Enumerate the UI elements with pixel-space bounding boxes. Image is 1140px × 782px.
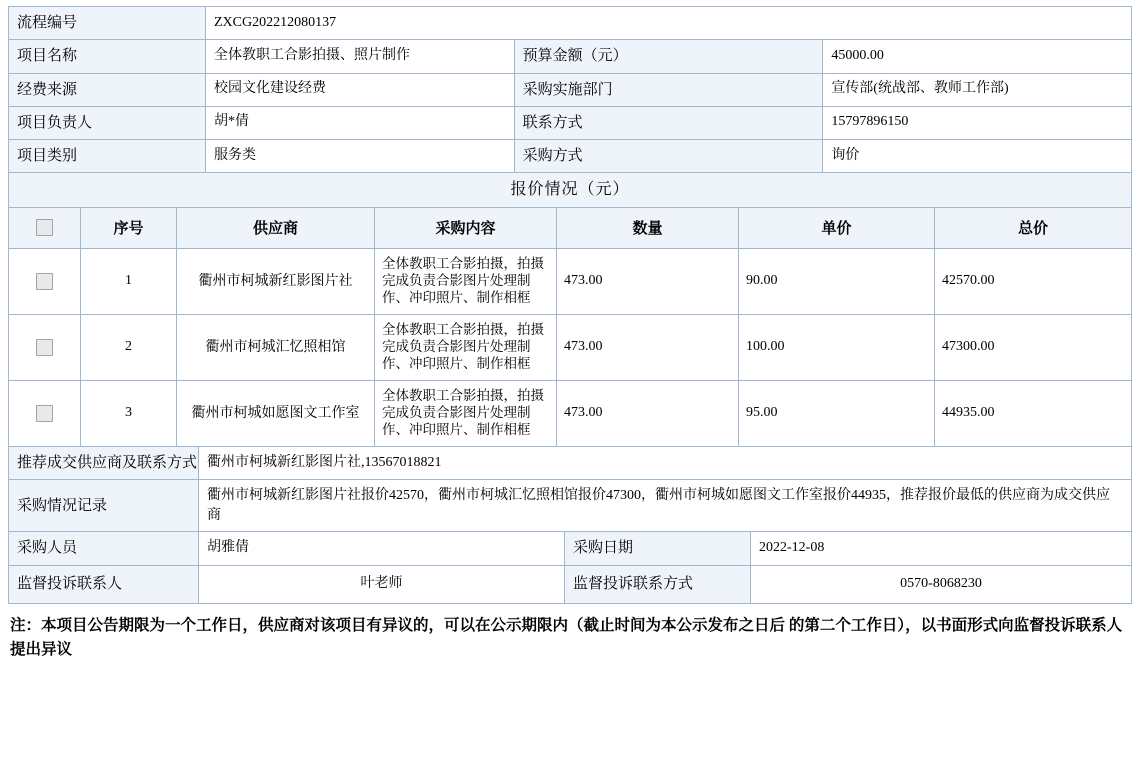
- info-table: [8, 6, 1132, 208]
- table-row-category: [9, 140, 1132, 173]
- date-label: 采购日期: [565, 532, 751, 565]
- col-content: 采购内容: [375, 207, 557, 248]
- row-index: 1: [81, 248, 177, 314]
- table-row-flow-no: [9, 7, 1132, 40]
- flow-no-value: ZXCG202212080137: [206, 7, 1132, 40]
- project-name-label: 项目名称: [9, 40, 206, 73]
- row-total-price: 44935.00: [935, 380, 1132, 446]
- table-row-recommend: [9, 446, 1132, 479]
- quote-section-title: 报价情况（元）: [9, 173, 1132, 208]
- col-total-price: 总价: [935, 207, 1132, 248]
- supervisor-label: 监督投诉联系人: [9, 565, 199, 603]
- record-value: 衢州市柯城新红影图片社报价42570，衢州市柯城汇忆照相馆报价47300，衢州市柯城如愿图文工作室报价44935，推荐报价最低的供应商为成交供应商: [199, 480, 1132, 532]
- table-row: [9, 248, 1132, 314]
- table-row-funding: [9, 73, 1132, 106]
- select-all-checkbox[interactable]: [36, 219, 53, 236]
- record-label: 采购情况记录: [9, 480, 199, 532]
- row-quantity: 473.00: [557, 248, 739, 314]
- row-content: 全体教职工合影拍摄，拍摄完成负责合影图片处理制作、冲印照片、制作相框: [375, 380, 557, 446]
- col-quantity: 数量: [557, 207, 739, 248]
- contact-value: 15797896150: [823, 106, 1132, 139]
- row-checkbox[interactable]: [36, 339, 53, 356]
- footer-table: [8, 446, 1132, 604]
- row-checkbox[interactable]: [36, 405, 53, 422]
- funding-label: 经费来源: [9, 73, 206, 106]
- table-row-owner: [9, 106, 1132, 139]
- table-row-supervisor: [9, 565, 1132, 603]
- row-supplier: 衢州市柯城新红影图片社: [177, 248, 375, 314]
- dept-value: 宣传部(统战部、教师工作部): [823, 73, 1132, 106]
- project-name-value: 全体教职工合影拍摄、照片制作: [206, 40, 515, 73]
- method-label: 采购方式: [514, 140, 823, 173]
- budget-label: 预算金额（元）: [514, 40, 823, 73]
- contact-label: 联系方式: [514, 106, 823, 139]
- supervisor-contact-label: 监督投诉联系方式: [565, 565, 751, 603]
- row-total-price: 42570.00: [935, 248, 1132, 314]
- row-quantity: 473.00: [557, 314, 739, 380]
- row-content: 全体教职工合影拍摄，拍摄完成负责合影图片处理制作、冲印照片、制作相框: [375, 314, 557, 380]
- table-row-project-name: [9, 40, 1132, 73]
- quote-table: [8, 207, 1132, 447]
- row-total-price: 47300.00: [935, 314, 1132, 380]
- table-row-buyer: [9, 532, 1132, 565]
- funding-value: 校园文化建设经费: [206, 73, 515, 106]
- row-quantity: 473.00: [557, 380, 739, 446]
- method-value: 询价: [823, 140, 1132, 173]
- dept-label: 采购实施部门: [514, 73, 823, 106]
- table-row-record: [9, 480, 1132, 532]
- row-select-cell[interactable]: [9, 248, 81, 314]
- row-unit-price: 95.00: [739, 380, 935, 446]
- col-unit-price: 单价: [739, 207, 935, 248]
- row-select-cell[interactable]: [9, 380, 81, 446]
- row-unit-price: 100.00: [739, 314, 935, 380]
- flow-no-label: 流程编号: [9, 7, 206, 40]
- owner-label: 项目负责人: [9, 106, 206, 139]
- recommend-label: 推荐成交供应商及联系方式: [9, 446, 199, 479]
- category-label: 项目类别: [9, 140, 206, 173]
- footer-note: 注：本项目公告期限为一个工作日，供应商对该项目有异议的，可以在公示期限内（截止时间为本公示发布之日后 的第二个工作日），以书面形式向监督投诉联系人提出异议: [10, 616, 1123, 658]
- date-value: 2022-12-08: [751, 532, 1132, 565]
- recommend-value: 衢州市柯城新红影图片社,13567018821: [199, 446, 1132, 479]
- col-supplier: 供应商: [177, 207, 375, 248]
- col-select: [9, 207, 81, 248]
- table-row: [9, 314, 1132, 380]
- row-supplier: 衢州市柯城如愿图文工作室: [177, 380, 375, 446]
- row-unit-price: 90.00: [739, 248, 935, 314]
- budget-value: 45000.00: [823, 40, 1132, 73]
- row-select-cell[interactable]: [9, 314, 81, 380]
- owner-value: 胡*倩: [206, 106, 515, 139]
- row-checkbox[interactable]: [36, 273, 53, 290]
- col-index: 序号: [81, 207, 177, 248]
- row-supplier: 衢州市柯城汇忆照相馆: [177, 314, 375, 380]
- buyer-label: 采购人员: [9, 532, 199, 565]
- row-index: 3: [81, 380, 177, 446]
- quote-header-row: [9, 207, 1132, 248]
- supervisor-value: 叶老师: [199, 565, 565, 603]
- row-content: 全体教职工合影拍摄，拍摄完成负责合影图片处理制作、冲印照片、制作相框: [375, 248, 557, 314]
- category-value: 服务类: [206, 140, 515, 173]
- row-index: 2: [81, 314, 177, 380]
- supervisor-contact-value: 0570-8068230: [751, 565, 1132, 603]
- buyer-value: 胡雅倩: [199, 532, 565, 565]
- table-row: [9, 380, 1132, 446]
- table-row-quote-title: [9, 173, 1132, 208]
